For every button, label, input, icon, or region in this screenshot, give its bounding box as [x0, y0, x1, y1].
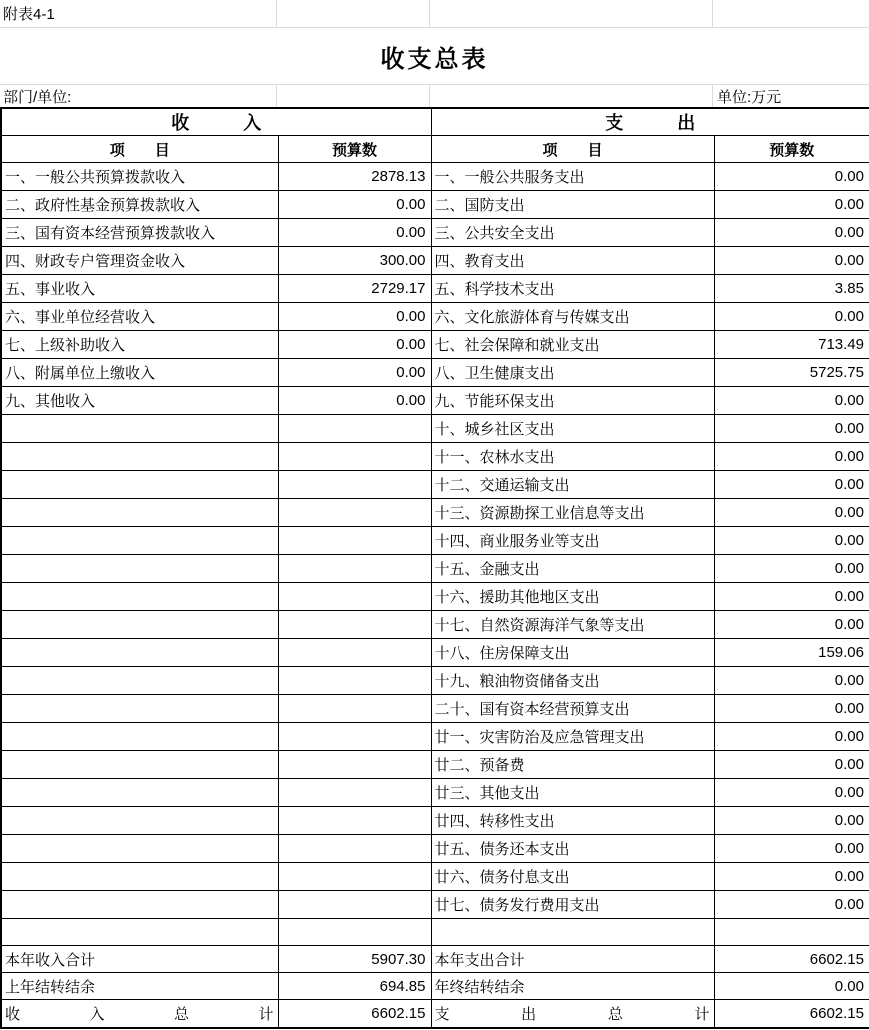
expense-budget-cell: 0.00: [714, 191, 869, 219]
expense-budget-cell: 0.00: [714, 807, 869, 835]
income-budget-cell: [278, 695, 431, 723]
income-budget-cell: [278, 555, 431, 583]
top-empty-cell: [277, 85, 430, 107]
table-row: [1, 527, 869, 555]
income-item-cell: [1, 807, 278, 835]
budget-table-header: [1, 108, 869, 163]
income-budget-cell: [278, 863, 431, 891]
expense-budget-cell: 3.85: [714, 275, 869, 303]
income-item-cell: [1, 891, 278, 919]
budget-table-body: [1, 163, 869, 1028]
table-row: [1, 807, 869, 835]
table-row: [1, 331, 869, 359]
income-item-cell: [1, 611, 278, 639]
expense-summary-label-cell: 本年支出合计: [431, 946, 714, 973]
income-budget-cell: 2729.17: [278, 275, 431, 303]
expense-item-cell: 一、一般公共服务支出: [431, 163, 714, 191]
table-row: [1, 723, 869, 751]
income-budget-cell: [278, 443, 431, 471]
expense-budget-cell: 0.00: [714, 443, 869, 471]
income-budget-cell: [278, 639, 431, 667]
income-item-cell: 六、事业单位经营收入: [1, 303, 278, 331]
expense-item-cell: 六、文化旅游体育与传媒支出: [431, 303, 714, 331]
income-item-cell: [1, 723, 278, 751]
expense-item-cell: 十九、粮油物资储备支出: [431, 667, 714, 695]
income-item-cell: 九、其他收入: [1, 387, 278, 415]
income-summary-value-cell: 6602.15: [278, 1000, 431, 1028]
department-label: 部门/单位:: [0, 85, 277, 107]
expense-item-cell: 十六、援助其他地区支出: [431, 583, 714, 611]
income-item-cell: [1, 863, 278, 891]
income-budget-cell: [278, 527, 431, 555]
expense-item-cell: 廿一、灾害防治及应急管理支出: [431, 723, 714, 751]
income-item-cell: 一、一般公共预算拨款收入: [1, 163, 278, 191]
table-row: [1, 611, 869, 639]
income-budget-cell: [278, 751, 431, 779]
income-item-cell: [1, 751, 278, 779]
income-summary-label-cell: 收 入 总 计: [1, 1000, 278, 1028]
expense-item-cell: 廿四、转移性支出: [431, 807, 714, 835]
table-row: [1, 387, 869, 415]
income-section-header: 收 入: [1, 108, 431, 136]
expense-budget-cell: 0.00: [714, 779, 869, 807]
income-budget-cell: [278, 499, 431, 527]
table-row: [1, 443, 869, 471]
expense-summary-label-cell: 支 出 总 计: [431, 1000, 714, 1028]
expense-budget-cell: 159.06: [714, 639, 869, 667]
income-budget-cell: 300.00: [278, 247, 431, 275]
expense-item-col-header: 项 目: [431, 136, 714, 163]
expense-budget-cell: 0.00: [714, 583, 869, 611]
income-item-cell: 四、财政专户管理资金收入: [1, 247, 278, 275]
income-item-cell: 二、政府性基金预算拨款收入: [1, 191, 278, 219]
income-item-cell: [1, 415, 278, 443]
income-item-cell: [1, 639, 278, 667]
table-row: [1, 973, 869, 1000]
income-budget-cell: 0.00: [278, 359, 431, 387]
table-row: [1, 583, 869, 611]
top-empty-cell: [713, 0, 869, 27]
income-budget-cell: 2878.13: [278, 163, 431, 191]
expense-item-cell: 廿七、债务发行费用支出: [431, 891, 714, 919]
income-item-cell: [1, 695, 278, 723]
table-row: [1, 219, 869, 247]
expense-summary-label-cell: 年终结转结余: [431, 973, 714, 1000]
table-row: [1, 779, 869, 807]
income-item-col-header: 项 目: [1, 136, 278, 163]
expense-summary-value-cell: 6602.15: [714, 946, 869, 973]
expense-item-cell: 十、城乡社区支出: [431, 415, 714, 443]
income-summary-value-cell: 5907.30: [278, 946, 431, 973]
expense-budget-col-header: 预算数: [714, 136, 869, 163]
expense-item-cell: 四、教育支出: [431, 247, 714, 275]
table-row: [1, 499, 869, 527]
table-row: [1, 919, 869, 946]
expense-item-cell: 二、国防支出: [431, 191, 714, 219]
expense-budget-cell: 0.00: [714, 499, 869, 527]
expense-budget-cell: 0.00: [714, 415, 869, 443]
expense-item-cell: 十七、自然资源海洋气象等支出: [431, 611, 714, 639]
table-row: [1, 275, 869, 303]
expense-item-cell: [431, 919, 714, 946]
expense-item-cell: 十一、农林水支出: [431, 443, 714, 471]
table-row: [1, 359, 869, 387]
expense-budget-cell: 0.00: [714, 247, 869, 275]
income-budget-cell: [278, 723, 431, 751]
income-item-cell: [1, 471, 278, 499]
table-row: [1, 415, 869, 443]
income-summary-label-cell: 上年结转结余: [1, 973, 278, 1000]
expense-budget-cell: 0.00: [714, 303, 869, 331]
sheet-label-row: [0, 0, 869, 28]
income-budget-cell: 0.00: [278, 387, 431, 415]
expense-budget-cell: 0.00: [714, 387, 869, 415]
expense-item-cell: 九、节能环保支出: [431, 387, 714, 415]
income-item-cell: [1, 443, 278, 471]
budget-table: [0, 107, 869, 1029]
expense-item-cell: 五、科学技术支出: [431, 275, 714, 303]
expense-budget-cell: 0.00: [714, 751, 869, 779]
expense-item-cell: 三、公共安全支出: [431, 219, 714, 247]
table-row: [1, 163, 869, 191]
income-item-cell: [1, 779, 278, 807]
income-budget-cell: [278, 415, 431, 443]
expense-item-cell: 七、社会保障和就业支出: [431, 331, 714, 359]
table-row: [1, 471, 869, 499]
expense-budget-cell: 0.00: [714, 863, 869, 891]
table-row: [1, 555, 869, 583]
expense-budget-cell: 0.00: [714, 611, 869, 639]
department-row: [0, 85, 869, 107]
expense-budget-cell: 0.00: [714, 555, 869, 583]
income-item-cell: [1, 555, 278, 583]
expense-item-cell: 八、卫生健康支出: [431, 359, 714, 387]
expense-budget-cell: [714, 919, 869, 946]
top-empty-cell: [277, 0, 430, 27]
income-budget-cell: [278, 471, 431, 499]
expense-item-cell: 十八、住房保障支出: [431, 639, 714, 667]
expense-budget-cell: 0.00: [714, 163, 869, 191]
income-item-cell: 五、事业收入: [1, 275, 278, 303]
expense-budget-cell: 0.00: [714, 471, 869, 499]
income-budget-cell: [278, 807, 431, 835]
expense-budget-cell: 0.00: [714, 667, 869, 695]
expense-section-header: 支 出: [431, 108, 869, 136]
expense-item-cell: 廿二、预备费: [431, 751, 714, 779]
expense-budget-cell: 5725.75: [714, 359, 869, 387]
table-row: [1, 191, 869, 219]
title-row: [0, 28, 869, 85]
expense-budget-cell: 713.49: [714, 331, 869, 359]
table-row: [1, 695, 869, 723]
income-item-cell: [1, 919, 278, 946]
income-item-cell: 八、附属单位上缴收入: [1, 359, 278, 387]
table-row: [1, 639, 869, 667]
income-budget-cell: [278, 891, 431, 919]
expense-item-cell: 十四、商业服务业等支出: [431, 527, 714, 555]
income-item-cell: [1, 583, 278, 611]
income-item-cell: [1, 499, 278, 527]
income-budget-cell: [278, 779, 431, 807]
income-summary-label-cell: 本年收入合计: [1, 946, 278, 973]
table-row: [1, 835, 869, 863]
income-budget-cell: [278, 835, 431, 863]
income-budget-cell: 0.00: [278, 303, 431, 331]
income-item-cell: [1, 667, 278, 695]
table-row: [1, 946, 869, 973]
income-budget-cell: [278, 611, 431, 639]
income-item-cell: [1, 835, 278, 863]
table-row: [1, 1000, 869, 1028]
sheet-label: 附表4-1: [0, 0, 277, 27]
expense-summary-value-cell: 6602.15: [714, 1000, 869, 1028]
expense-item-cell: 廿五、债务还本支出: [431, 835, 714, 863]
column-header-row: [1, 136, 869, 163]
table-row: [1, 751, 869, 779]
expense-item-cell: 十二、交通运输支出: [431, 471, 714, 499]
expense-item-cell: 廿六、债务付息支出: [431, 863, 714, 891]
income-budget-cell: 0.00: [278, 191, 431, 219]
table-row: [1, 667, 869, 695]
top-empty-cell: [430, 85, 713, 107]
expense-budget-cell: 0.00: [714, 835, 869, 863]
expense-summary-value-cell: 0.00: [714, 973, 869, 1000]
expense-item-cell: 廿三、其他支出: [431, 779, 714, 807]
table-row: [1, 891, 869, 919]
expense-item-cell: 十五、金融支出: [431, 555, 714, 583]
expense-budget-cell: 0.00: [714, 527, 869, 555]
income-budget-cell: 0.00: [278, 331, 431, 359]
income-summary-value-cell: 694.85: [278, 973, 431, 1000]
income-budget-cell: [278, 667, 431, 695]
expense-budget-cell: 0.00: [714, 891, 869, 919]
table-row: [1, 247, 869, 275]
table-row: [1, 303, 869, 331]
expense-item-cell: 二十、国有资本经营预算支出: [431, 695, 714, 723]
income-budget-cell: [278, 583, 431, 611]
expense-budget-cell: 0.00: [714, 723, 869, 751]
unit-label: 单位:万元: [717, 88, 782, 106]
expense-item-cell: 十三、资源勘探工业信息等支出: [431, 499, 714, 527]
income-budget-cell: [278, 919, 431, 946]
page-title: 收支总表: [380, 46, 489, 73]
income-budget-cell: 0.00: [278, 219, 431, 247]
income-item-cell: 七、上级补助收入: [1, 331, 278, 359]
income-item-cell: 三、国有资本经营预算拨款收入: [1, 219, 278, 247]
top-empty-cell: [430, 0, 713, 27]
income-item-cell: [1, 527, 278, 555]
expense-budget-cell: 0.00: [714, 219, 869, 247]
section-header-row: [1, 108, 869, 136]
expense-budget-cell: 0.00: [714, 695, 869, 723]
table-row: [1, 863, 869, 891]
income-budget-col-header: 预算数: [278, 136, 431, 163]
